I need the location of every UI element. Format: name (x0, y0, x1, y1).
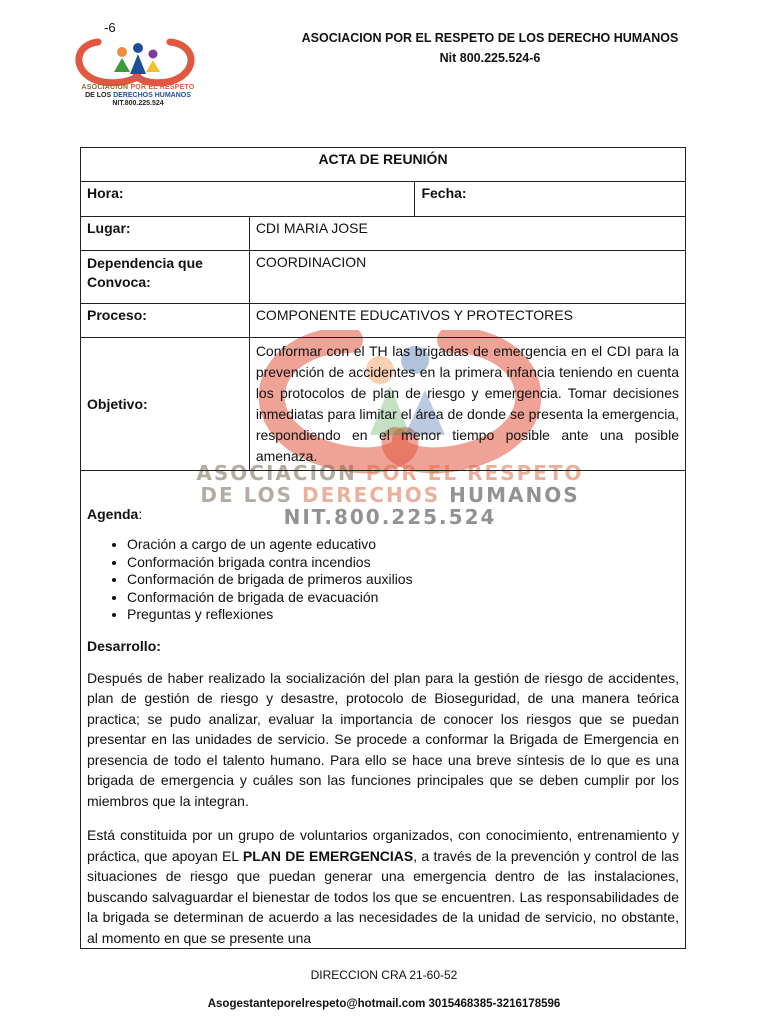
objetivo-label: Objetivo: (81, 338, 250, 471)
agenda-item: • Conformación de brigada de evacuación (127, 589, 679, 607)
proceso-label: Proceso: (81, 304, 250, 338)
header (240, 28, 740, 68)
fecha-field: Fecha: (415, 182, 686, 217)
lugar-label: Lugar: (81, 217, 250, 251)
organization-nit: Nit 800.225.524-6 (439, 51, 541, 65)
desarrollo-label: Desarrollo: (87, 637, 161, 654)
lugar-value: CDI MARIA JOSE (249, 217, 685, 251)
agenda-section (81, 471, 686, 949)
desarrollo-paragraph-1: Después de haber realizado la socialización del plan para la gestión de riesgo de accidentes, plan de gestión de riesgo y desastre, protocolo de Bioseguridad, de una manera teórica practica; se pudo analizar, evaluar la importancia de conocer los riesgos que se puedan presentar en las unidades de servicio. Se procede a conformar la Brigada de Emergencia en presencia de todo el talento humano. Para ello se hace una breve síntesis de lo que es una brigada de emergencia y cuáles son las funciones principales que se deben cumplir por los miembros que la integran. (87, 669, 679, 809)
agenda-item: • Conformación brigada contra incendios (127, 554, 679, 572)
logo-text: ASOCIACION POR EL RESPETO DE LOS DERECHOS HUMANOS NIT.800.225.524 (81, 84, 195, 107)
desarrollo-paragraph-2: Está constituida por un grupo de voluntarios organizados, con conocimiento, entrenamiento y práctica, que apoyan EL PLAN DE EMERGENCIAS, a través de la prevención y control de las situaciones de riesgo que puedan generar una emergencia dentro de las instalaciones, buscando salvaguardar el bienestar de todos los que se encuentren. Las responsabilidades de la brigada se determinan de acuerdo a las necesidades de la unidad de servicio, no obstante, al momento en que se presente una (87, 827, 679, 946)
agenda-label: Agenda: (87, 506, 143, 522)
organization-name: ASOCIACION POR EL RESPETO DE LOS DERECHO HUMANOS (301, 31, 679, 45)
agenda-item: • Oración a cargo de un agente educativo (127, 536, 679, 554)
dependencia-value: COORDINACION (249, 251, 685, 304)
agenda-item: • Conformación de brigada de primeros auxilios (127, 571, 679, 589)
footer-address: DIRECCION CRA 21-60-52 (310, 968, 458, 982)
agenda-item: • Preguntas y reflexiones (127, 606, 679, 624)
hora-field: Hora: (81, 182, 415, 217)
proceso-value: COMPONENTE EDUCATIVOS Y PROTECTORES (249, 304, 685, 338)
footer-contact: Asogestanteporelrespeto@hotmail.com 3015468385-3216178596 (207, 998, 561, 1010)
acta-table (80, 147, 686, 949)
watermark-text: ASOCIACION POR EL RESPETO DE LOS DERECHOS HUMANOS NIT.800.225.524 (196, 461, 584, 529)
objetivo-value: Conformar con el TH las brigadas de emergencia en el CDI para la prevención de accidentes en la primera infancia teniendo en cuenta los protocolos de plan de riesgo y emergencia. Tomar decisiones inmediatas para limitar el área de donde se presenta la emergencia, respondiendo en el menor tiempo posible ante una posible amenaza. (249, 338, 685, 471)
acta-title: ACTA DE REUNIÓN (81, 148, 686, 182)
dependencia-label: Dependencia que Convoca: (81, 251, 250, 304)
page-number: -6 (104, 20, 116, 35)
agenda-list (87, 536, 679, 624)
